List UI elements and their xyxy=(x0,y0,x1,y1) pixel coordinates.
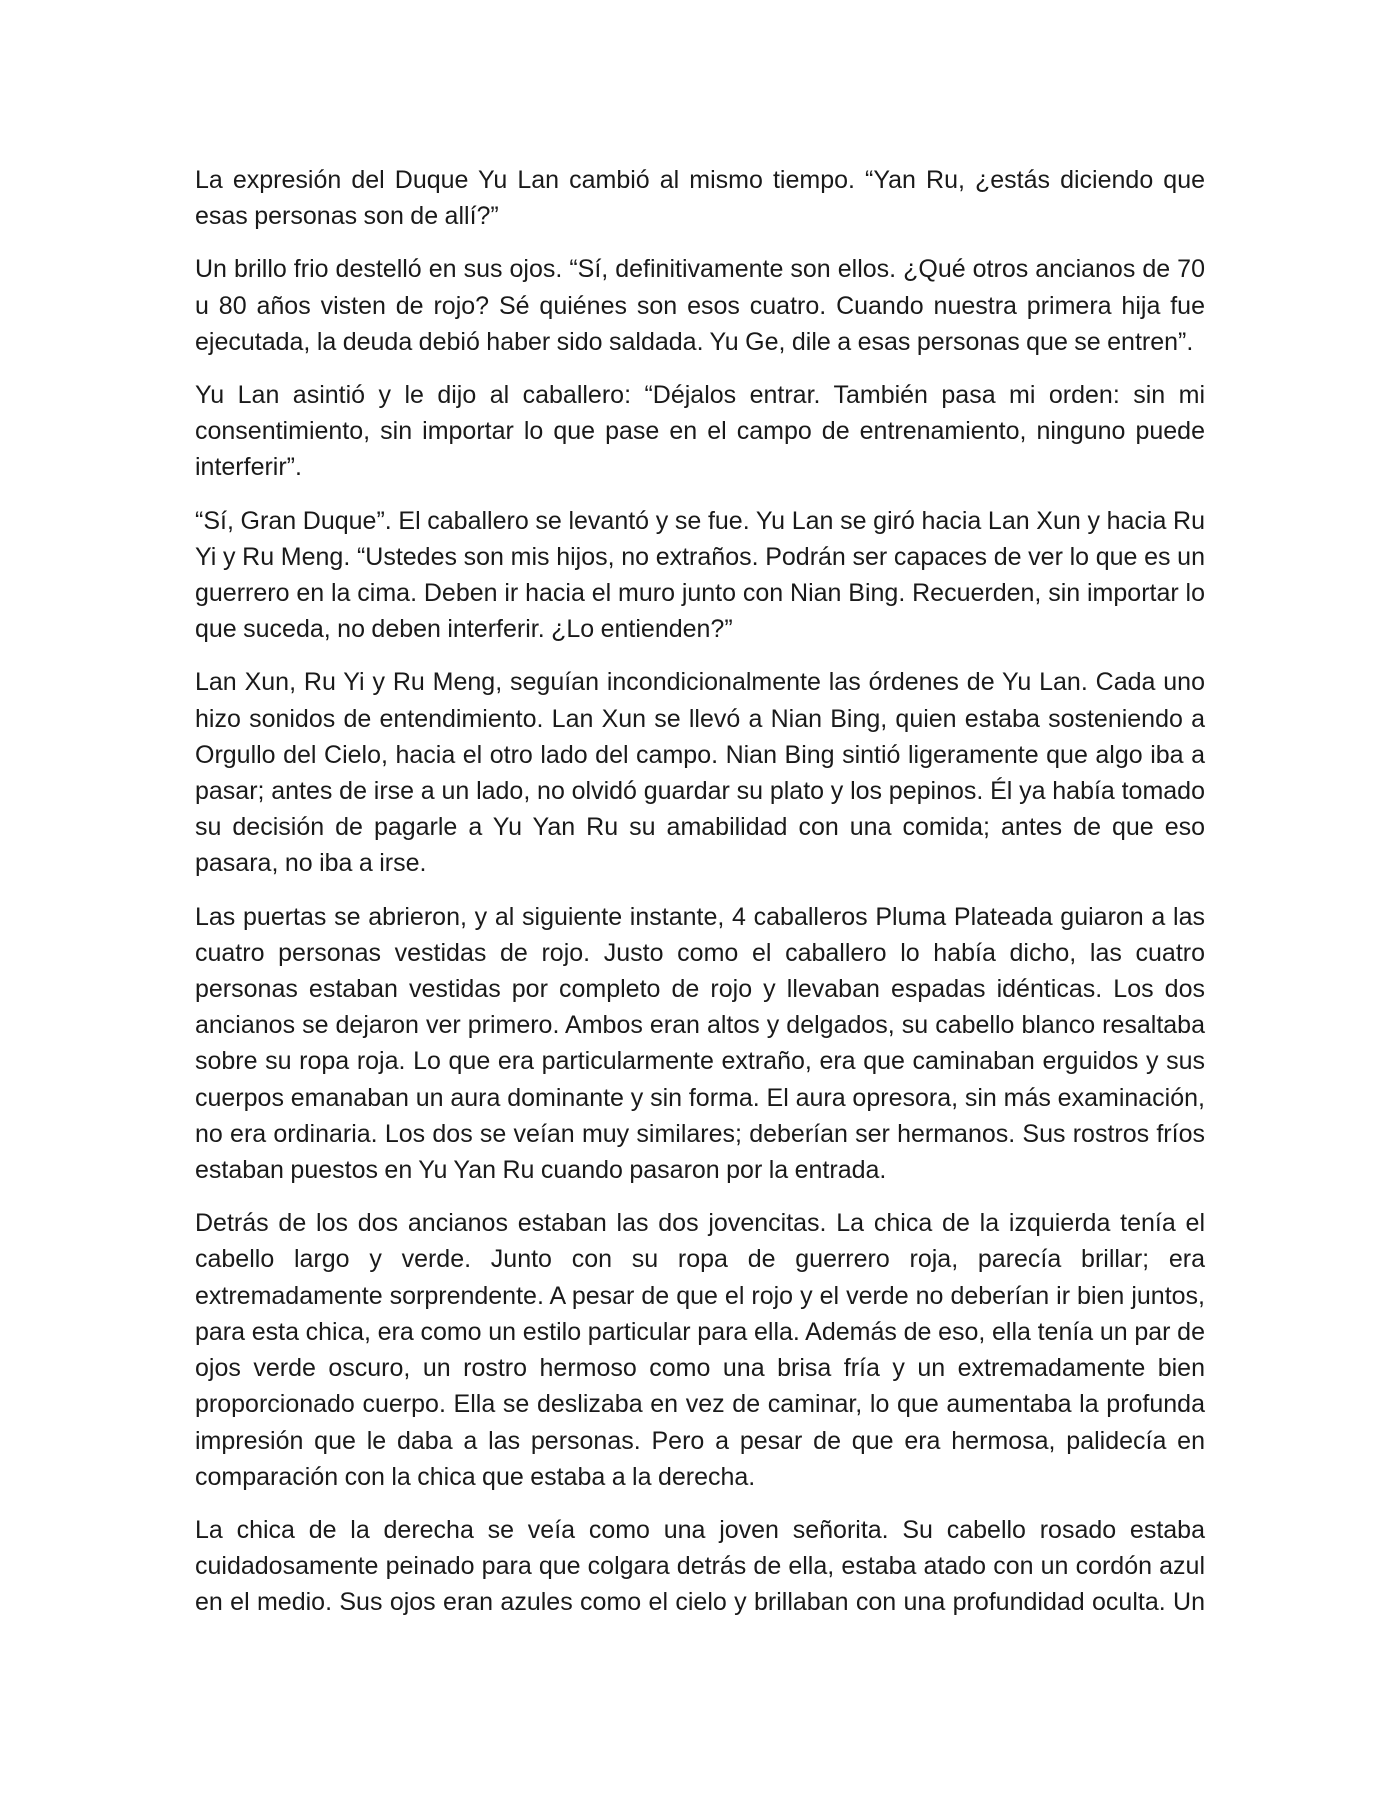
paragraph: La chica de la derecha se veía como una joven señorita. Su cabello rosado estaba cuidadosamente peinado para que colgara detrás de ella, estaba atado con un cordón azul en el medio. Sus ojos eran azules como el cielo y brillaban con una profundidad oculta. Un xyxy=(195,1515,1205,1617)
paragraph: Un brillo frio destelló en sus ojos. “Sí, definitivamente son ellos. ¿Qué otros ancianos de 70 u 80 años visten de rojo? Sé quiénes son esos cuatro. Cuando nuestra primera hija fue ejecutada, la deuda debió haber sido saldada. Yu Ge, dile a esas personas que se entren”. xyxy=(195,255,1205,356)
paragraph: Las puertas se abrieron, y al siguiente instante, 4 caballeros Pluma Plateada guiaron a las cuatro personas vestidas de rojo. Justo como el caballero lo había dicho, las cuatro personas estaban vestidas por completo de rojo y llevaban espadas idénticas. Los dos ancianos se dejaron ver primero. Ambos eran altos y delgados, su cabello blanco resaltaba sobre su ropa roja. Lo que era particularmente extraño, era que caminaban erguidos y sus cuerpos emanaban un aura dominante y sin forma. El aura opresora, sin más examinación, no era ordinaria. Los dos se veían muy similares; deberían ser hermanos. Sus rostros fríos estaban puestos en Yu Yan Ru cuando pasaron por la entrada. xyxy=(195,902,1205,1185)
document-body xyxy=(195,162,1205,1638)
paragraph: Yu Lan asintió y le dijo al caballero: “Déjalos entrar. También pasa mi orden: sin mi consentimiento, sin importar lo que pase en el campo de entrenamiento, ninguno puede interferir”. xyxy=(195,381,1205,482)
paragraph: “Sí, Gran Duque”. El caballero se levantó y se fue. Yu Lan se giró hacia Lan Xun y hacia Ru Yi y Ru Meng. “Ustedes son mis hijos, no extraños. Podrán ser capaces de ver lo que es un guerrero en la cima. Deben ir hacia el muro junto con Nian Bing. Recuerden, sin importar lo que suceda, no deben interferir. ¿Lo entienden?” xyxy=(195,506,1205,644)
paragraph: Lan Xun, Ru Yi y Ru Meng, seguían incondicionalmente las órdenes de Yu Lan. Cada uno hizo sonidos de entendimiento. Lan Xun se llevó a Nian Bing, quien estaba sosteniendo a Orgullo del Cielo, hacia el otro lado del campo. Nian Bing sintió ligeramente que algo iba a pasar; antes de irse a un lado, no olvidó guardar su plato y los pepinos. Él ya había tomado su decisión de pagarle a Yu Yan Ru su amabilidad con una comida; antes de que eso pasara, no iba a irse. xyxy=(195,668,1205,878)
paragraph: Detrás de los dos ancianos estaban las dos jovencitas. La chica de la izquierda tenía el cabello largo y verde. Junto con su ropa de guerrero roja, parecía brillar; era extremadamente sorprendente. A pesar de que el rojo y el verde no deberían ir bien juntos, para esta chica, era como un estilo particular para ella. Además de eso, ella tenía un par de ojos verde oscuro, un rostro hermoso como una brisa fría y un extremadamente bien proporcionado cuerpo. Ella se deslizaba en vez de caminar, lo que aumentaba la profunda impresión que le daba a las personas. Pero a pesar de que era hermosa, palidecía en comparación con la chica que estaba a la derecha. xyxy=(195,1209,1205,1491)
paragraph: La expresión del Duque Yu Lan cambió al mismo tiempo. “Yan Ru, ¿estás diciendo que esas personas son de allí?” xyxy=(195,166,1205,231)
